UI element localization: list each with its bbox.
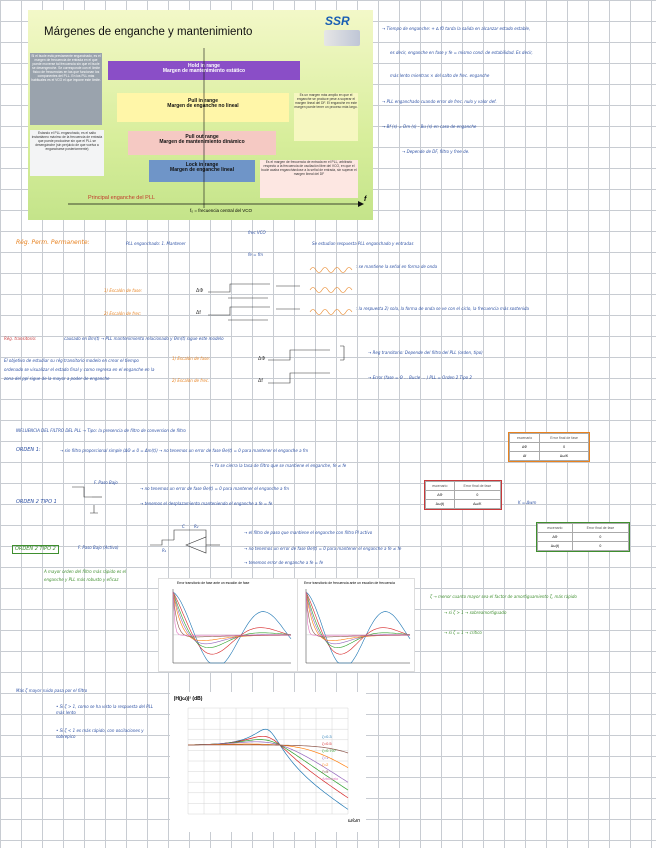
perm-variation-2: 2) Escalón de frec: [104, 311, 142, 316]
table-cell: Δω(t) [426, 500, 455, 509]
bode-legend-item: ζ=5 [322, 769, 329, 774]
trans-left: El objetivo de estudiar su rég transitorio modelo en crear el tiempo ordenado se visualizar el estado final y como regresa en el enganche en la zona del ppl sigue de la mayor a poder de enganche [4, 358, 155, 381]
phase-error-curve [173, 592, 291, 648]
table-header-cell: Error final de fase [540, 434, 589, 443]
table-cell: 0 [454, 491, 500, 500]
circuit-c: C [182, 524, 185, 529]
phase-error-curve [173, 592, 291, 663]
bode-note-1: Más ζ mayor ruido pasa por el filtro [16, 688, 88, 693]
table-cell: 0 [540, 443, 589, 452]
order1-text2: → Ya se cierra la tasa de filtro que se mantiene el enganche, fe ≠ fe [210, 463, 347, 468]
table-cell: Δω(t) [538, 542, 573, 551]
trans-variation-2: 2) Escalón de frec. [172, 378, 210, 383]
table-cell: Δω/K [540, 452, 589, 461]
table-header-cell: escenario [510, 434, 540, 443]
order2-text: → no tenemos un error de fase Θe(t) = 0 para mantener el enganche a fm [140, 486, 290, 491]
bode-plot [170, 692, 366, 832]
order2-t2-text2: → no tenemos un error de fase Θe(t) = 0 para mantener el enganche a fe ≠ fe [244, 546, 402, 551]
order-green-note: A mayor orden del filtro más rápido es el enganche y PLL más robusto y eficaz [44, 569, 127, 582]
freq-error-curve [306, 592, 410, 663]
freq-error-plot [297, 578, 415, 672]
bode-legend-item: ζ=1 [322, 755, 329, 760]
hold-in-range-title: Hold in range [188, 63, 220, 69]
influence-title: INFLUENCIA DEL FILTRO DEL PLL → Tipo: la presencia de filtro de conversion de filtro [16, 428, 186, 433]
order2-t2-filter: F. Paso Bajo (Activo) [78, 545, 119, 550]
axis-caption: f₀ = frecuencia central del VCO [190, 208, 253, 213]
perm-result-1: : se mantiene la señal en forma de onda [356, 264, 438, 269]
regime-f2: fe = fm [248, 252, 264, 257]
bode-title: |H(jω)|² (dB) [174, 696, 203, 702]
table-cell: Δf [510, 452, 540, 461]
order2-t2-text: → el filtro de paso que mantiene el enganche con filtro PI activo [244, 530, 373, 535]
bode-note-2: • Si ζ > 1, como se ha visto la respuesta del PLL más lento [56, 704, 154, 715]
svg-text:Δf: Δf [196, 310, 201, 316]
pull-in-range-sub: Margen de enganche no lineal [167, 103, 239, 109]
bode-legend-item: ζ=0.5 [322, 741, 332, 746]
phase-error-plot [158, 578, 298, 672]
regime-note: Se estudian respuesta PLL enganchado y entradas [312, 241, 414, 246]
table-header-cell: escenario [426, 482, 455, 491]
slide-title: Márgenes de enganche y mantenimiento [44, 26, 253, 38]
axis-f-label: f [364, 196, 367, 203]
table-cell: Δω/K [454, 500, 500, 509]
left-note-1: Si el bucle está previamente enganchado, es el margen de frecuencia de entrada en el que puede moverse tal frecuencia sin que el bucle se desengenche. Se corresponde con el límite físico de frecuencias en las que funcionan los componentes del PLL. En los PLL más habituales es el VCO el que impone este límite. [30, 53, 102, 125]
pull-in-range-title: Pull in range [187, 98, 218, 104]
freq-error-curve [306, 592, 410, 635]
phase-error-title: Error transitorio de fase ante un escalón de fase [177, 581, 250, 585]
order1-label: ORDEN 1: [16, 447, 41, 453]
phase-error-curves [159, 579, 297, 671]
phase-error-curve [173, 592, 291, 654]
freq-error-curves [298, 579, 414, 671]
regime-f1: frec VCO [248, 230, 266, 235]
pull-out-range-sub: Margen de mantenimiento dinámico [159, 139, 245, 145]
perm-result-2: : la respuesta 2) sola, la forma de onda se ve con el ciclo, la frecuencia más sostenida [356, 306, 529, 311]
order2-t2-text3: → tenemos error de enganche a fe = fe [244, 560, 324, 565]
svg-text:ΔΦ: ΔΦ [258, 356, 266, 362]
left-note-2: Estando el PLL enganchado, es el salto instantáneo máximo de la frecuencia de entrada que puede producirse sin que el PLL se desengánche (sin perjuicio de que vuelva a engancharse posteriormente) [30, 130, 104, 176]
circuit-r2: R₂ [194, 524, 199, 529]
phase-error-curve [173, 592, 291, 635]
bode-legend-item: ζ=0.707 [322, 748, 337, 753]
table-cell: ΔΦ [426, 491, 455, 500]
svg-text:Δf: Δf [258, 378, 263, 384]
order2-label: ORDEN 2 TIPO 1 [16, 499, 57, 505]
table-header-cell: escenario [538, 524, 573, 533]
table-header-cell: Error final de fase [572, 524, 628, 533]
bode-curves [170, 692, 366, 832]
order2-text2: → tenemos el desplazamiento manteniendo el enganche a fe = fe [140, 501, 273, 506]
svg-text:ΔΦ: ΔΦ [196, 288, 204, 294]
pull-out-range-title: Pull out range [185, 134, 219, 140]
perm-variation-1: 1) Escalón de fase: [104, 288, 143, 293]
lock-in-range-sub: Margen de enganche lineal [170, 167, 234, 173]
regime-label: Rég. Perm. Permanente: [16, 239, 90, 246]
order2-filter: F. Paso Bajo [94, 480, 118, 485]
hold-in-range-sub: Margen de mantenimiento estático [162, 68, 246, 74]
table-cell: ΔΦ [538, 533, 573, 542]
top-note-4: → Depende de DF, filtro y free de. [402, 149, 470, 154]
table-header-cell: Error final de fase [454, 482, 500, 491]
circuit-r1: R₁ [162, 548, 167, 553]
ssr-logo: SSR [325, 14, 350, 28]
right-note-2: Es el margen de frecuencia de entrada en el PLL, arbitrario respecto a la frecuencia de oscilación libre del VCO, en que el bucle acaba enganchándose a la señal de entrada, sin superar el margen lineal del DF [260, 160, 358, 198]
bode-legend-item: ζ=0.3 [322, 734, 332, 739]
bode-xlabel: ω/ωn [348, 818, 360, 824]
bode-note-3: • Si ζ < 1 es más rápido, con oscilaciones y sobrepico [56, 728, 144, 739]
top-note-1c: más lento mientras × del salto de frec. enganche [390, 73, 490, 78]
right-note-1: Es un margen más amplio en que el enganche se produce pese a superar el margen lineal del DF. El enganche en este margen puede tener un proceso más largo. [294, 93, 358, 141]
plots-right-1: ζ → menor cuanto mayor sea el factor de amortiguamiento ζ, más rápido [430, 594, 577, 599]
order2-t2-label: ORDEN 2 TIPO 2 [12, 545, 59, 554]
bode-legend-item: ζ=2 [322, 762, 329, 767]
table-cell: 0 [572, 533, 628, 542]
trans-text: causado en Bm(t) → PLL mantenimiento relacionado y Θm(t) sigue este modelo [64, 336, 224, 341]
freq-error-title: Error transitorio de frecuencia ante un escalón de frecuencia [304, 581, 395, 585]
regime-text: PLL enganchado: 1. Mantener [126, 241, 186, 246]
trans-label: Rég. transitorio: [4, 336, 37, 341]
lock-in-range-title: Lock in range [185, 162, 219, 168]
order1-text: → sin filtro proporcional simple (ΔΘ ≠ 0 = Δm(t)) → no tenemos un error de fase Θe(t) = 0 para mantener el enganche a fm [60, 448, 309, 453]
trans-variation-1: 1) Escalón de fase: [172, 356, 211, 361]
freq-error-curve [306, 592, 410, 654]
table-cell: ΔΦ [510, 443, 540, 452]
plots-right-2: → si ζ > 1 → sobreamortiguado [444, 610, 507, 615]
principal-label: Principal enganche del PLL [88, 195, 155, 201]
plots-right-3: → si ζ = 1 → critico [444, 630, 482, 635]
freq-error-curve [306, 592, 410, 648]
bode-legend-item: Arbitrario [322, 776, 339, 781]
freq-error-curve [306, 592, 410, 637]
top-note-3: → Bf (s) = Dm (s) - Bu (s) en caso de enganche [382, 124, 477, 129]
trans-result-1: → Reg transitorio: Depende del filtro del PLL (orden, tipo) [368, 350, 483, 355]
phase-error-curve [173, 592, 291, 637]
k-label: K = Δwm [518, 500, 537, 505]
top-note-1: → Tiempo de enganche: + ∆ f0 tarda la salida en alcanzar estado estable, [382, 26, 531, 31]
trans-result-2: → Error (fase = Θ ... Bucle ... ) PLL = Orden 2 Tipo 2 [368, 375, 472, 380]
table-cell: 0 [572, 542, 628, 551]
top-note-2: → PLL enganchado cuando error de frec. nulo y valor def. [382, 99, 497, 104]
top-note-1b: es decir, enganche en fase y fe = mismo cond. de estabilidad. Es decir, [390, 50, 533, 55]
